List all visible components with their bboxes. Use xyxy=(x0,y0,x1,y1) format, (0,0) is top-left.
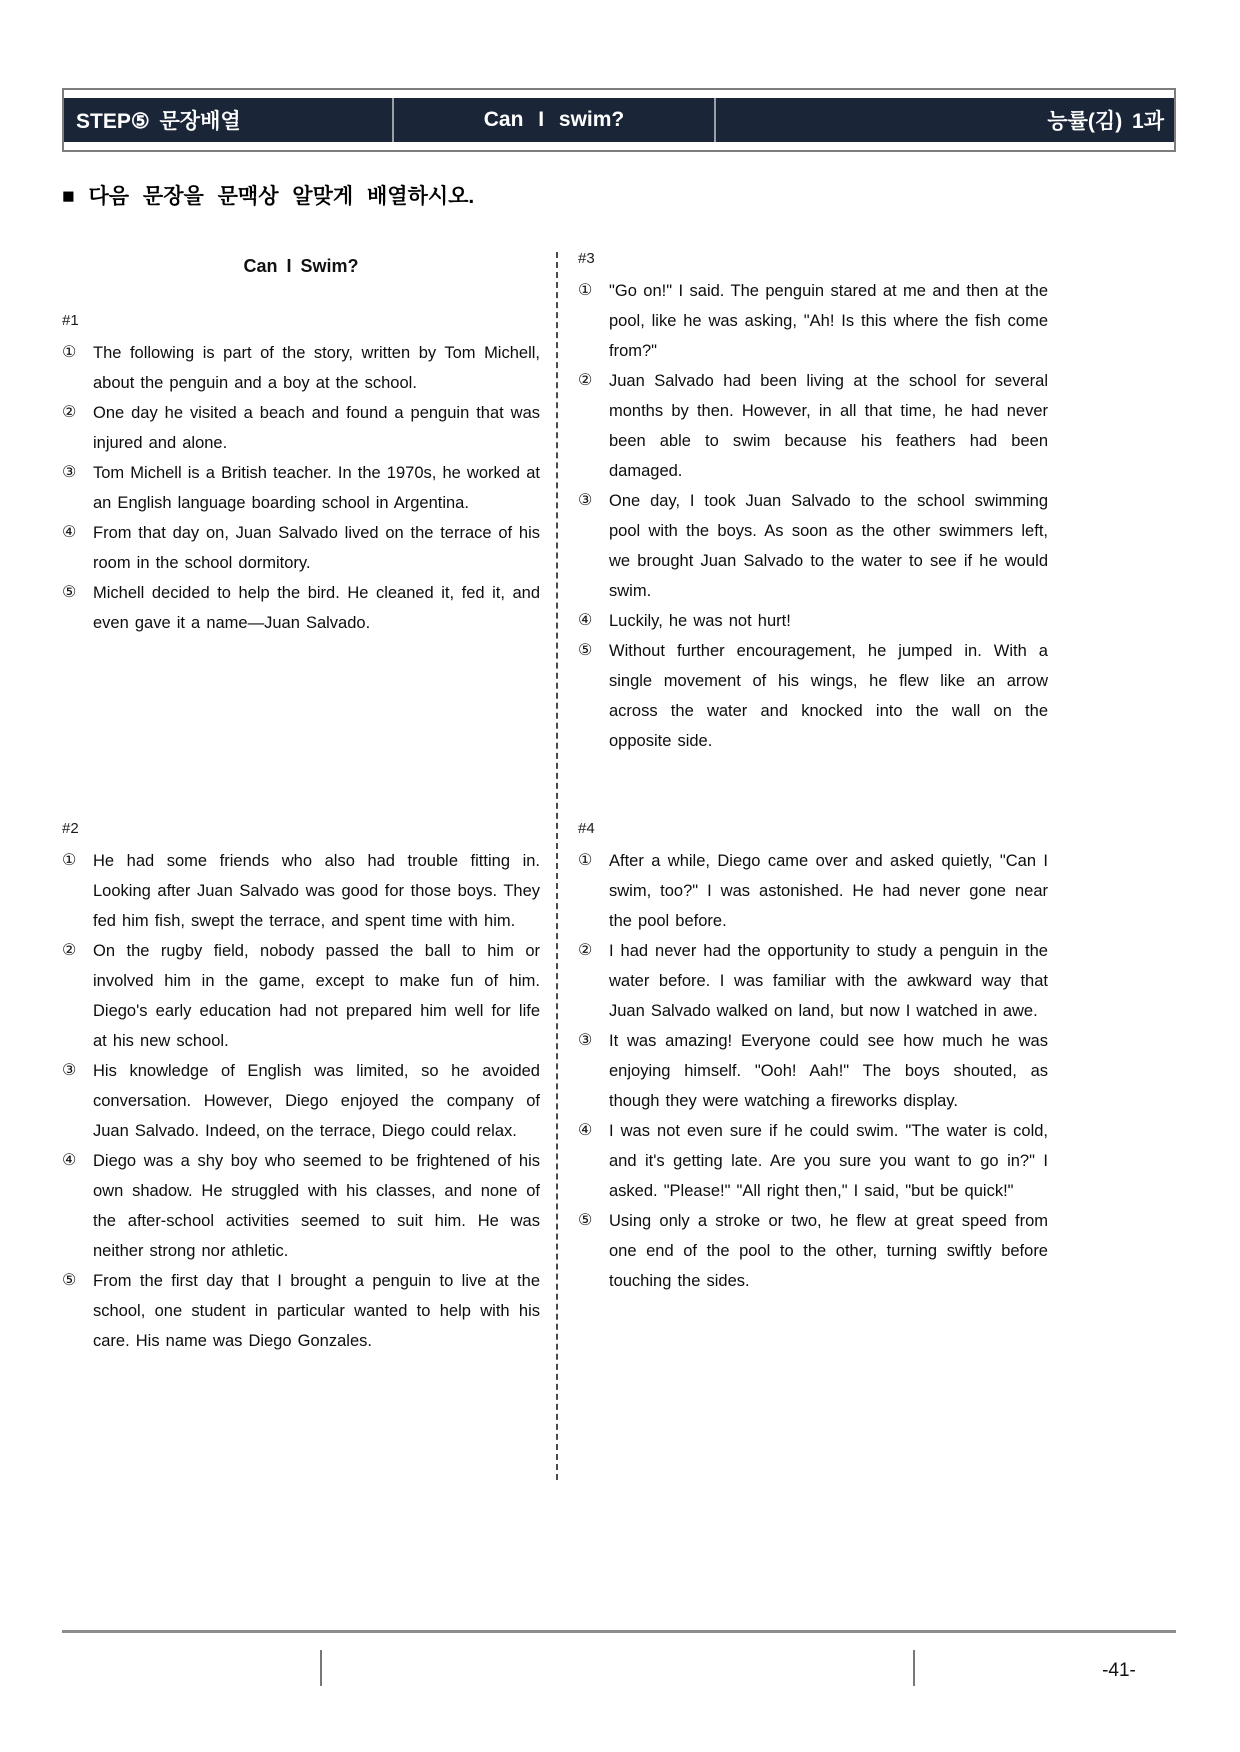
item-marker: ② xyxy=(578,372,593,389)
item-text: One day, I took Juan Salvado to the school swimming pool with the boys. As soon as the other swimmers left, we brought Juan Salvado to the water to see if he would swim. xyxy=(609,492,1048,600)
item-marker: ① xyxy=(578,282,593,299)
item-text: I had never had the opportunity to study a penguin in the water before. I was familiar with the awkward way that Juan Salvado walked on land, but now I watched in awe. xyxy=(609,942,1048,1020)
item-marker: ① xyxy=(62,344,77,361)
item-marker: ⑤ xyxy=(62,584,77,601)
list-item xyxy=(578,276,1048,366)
item-marker: ① xyxy=(62,852,77,869)
item-marker: ② xyxy=(62,404,77,421)
item-text: One day he visited a beach and found a penguin that was injured and alone. xyxy=(93,404,540,452)
item-text: Juan Salvado had been living at the school for several months by then. However, in all that time, he had never been able to swim because his feathers had been damaged. xyxy=(609,372,1048,480)
item-text: Diego was a shy boy who seemed to be frightened of his own shadow. He struggled with his classes, and none of the after-school activities seemed to suit him. He was neither strong nor athletic. xyxy=(93,1152,540,1260)
item-text: I was not even sure if he could swim. "The water is cold, and it's getting late. Are you sure you want to go in?" I asked. "Please!" "All right then," I said, "but be quick!" xyxy=(609,1122,1048,1200)
item-text: From the first day that I brought a penguin to live at the school, one student in particular wanted to help with his care. His name was Diego Gonzales. xyxy=(93,1272,540,1350)
item-text: After a while, Diego came over and asked quietly, "Can I swim, too?" I was astonished. He had never gone near the pool before. xyxy=(609,852,1048,930)
list-item xyxy=(578,1206,1048,1296)
list-item xyxy=(62,846,540,936)
section-label: #2 xyxy=(62,820,79,837)
list-item xyxy=(578,606,1048,636)
item-marker: ② xyxy=(62,942,77,959)
item-text: He had some friends who also had trouble fitting in. Looking after Juan Salvado was good for those boys. They fed him fish, swept the terrace, and spent time with him. xyxy=(93,852,540,930)
item-marker: ③ xyxy=(62,1062,77,1079)
list-item xyxy=(62,1056,540,1146)
header-lesson-title: Can I swim? xyxy=(483,108,625,131)
list-item xyxy=(578,1026,1048,1116)
item-text: His knowledge of English was limited, so he avoided conversation. However, Diego enjoyed the company of Juan Salvado. Indeed, on the terrace, Diego could relax. xyxy=(93,1062,540,1140)
item-text: Without further encouragement, he jumped in. With a single movement of his wings, he flew like an arrow across the water and knocked into the wall on the opposite side. xyxy=(609,642,1048,750)
list-item xyxy=(62,398,540,458)
list-item xyxy=(578,936,1048,1026)
footer-tick xyxy=(320,1650,322,1686)
item-text: Michell decided to help the bird. He cleaned it, fed it, and even gave it a name—Juan Salvado. xyxy=(93,584,540,632)
item-text: The following is part of the story, written by Tom Michell, about the penguin and a boy at the school. xyxy=(93,344,540,392)
item-marker: ⑤ xyxy=(62,1272,77,1289)
item-text: On the rugby field, nobody passed the ball to him or involved him in the game, except to make fun of him. Diego's early education had not prepared him well for life at his new school. xyxy=(93,942,540,1050)
header-source-label: 능률(김) 1과 xyxy=(1047,110,1164,133)
header-bar xyxy=(64,98,1174,142)
item-text: From that day on, Juan Salvado lived on the terrace of his room in the school dormitory. xyxy=(93,524,540,572)
list-item xyxy=(578,486,1048,606)
section-2 xyxy=(62,820,540,1356)
footer-rule xyxy=(62,1630,1176,1633)
header-table xyxy=(62,88,1176,152)
list-item xyxy=(578,846,1048,936)
list-item xyxy=(62,458,540,518)
item-marker: ④ xyxy=(578,612,593,629)
page-number: -41- xyxy=(1102,1660,1136,1681)
list-item xyxy=(62,518,540,578)
footer-tick xyxy=(913,1650,915,1686)
section-1 xyxy=(62,312,540,638)
item-marker: ② xyxy=(578,942,593,959)
item-marker: ④ xyxy=(578,1122,593,1139)
list-item xyxy=(62,338,540,398)
item-marker: ③ xyxy=(62,464,77,481)
list-item xyxy=(62,578,540,638)
list-item xyxy=(62,1146,540,1266)
item-marker: ③ xyxy=(578,1032,593,1049)
item-text: "Go on!" I said. The penguin stared at me and then at the pool, like he was asking, "Ah! Is this where the fish come from?" xyxy=(609,282,1048,360)
item-text: Luckily, he was not hurt! xyxy=(609,612,791,630)
passage-title: Can I Swim? xyxy=(243,256,359,276)
header-step-label: STEP⑤ 문장배열 xyxy=(76,110,241,133)
item-marker: ④ xyxy=(62,524,77,541)
list-item xyxy=(62,1266,540,1356)
list-item xyxy=(578,366,1048,486)
instruction-text: ■ 다음 문장을 문맥상 알맞게 배열하시오. xyxy=(62,185,475,208)
section-3 xyxy=(578,250,1048,756)
item-marker: ⑤ xyxy=(578,642,593,659)
item-text: It was amazing! Everyone could see how much he was enjoying himself. "Ooh! Aah!" The boys shouted, as though they were watching a fireworks display. xyxy=(609,1032,1048,1110)
section-4 xyxy=(578,820,1048,1296)
item-marker: ④ xyxy=(62,1152,77,1169)
item-marker: ① xyxy=(578,852,593,869)
section-label: #3 xyxy=(578,250,595,267)
list-item xyxy=(578,636,1048,756)
section-label: #4 xyxy=(578,820,595,837)
section-label: #1 xyxy=(62,312,79,329)
column-divider xyxy=(556,252,558,1480)
item-text: Using only a stroke or two, he flew at great speed from one end of the pool to the other, turning swiftly before touching the sides. xyxy=(609,1212,1048,1290)
list-item xyxy=(578,1116,1048,1206)
list-item xyxy=(62,936,540,1056)
item-marker: ③ xyxy=(578,492,593,509)
item-marker: ⑤ xyxy=(578,1212,593,1229)
item-text: Tom Michell is a British teacher. In the 1970s, he worked at an English language boarding school in Argentina. xyxy=(93,464,540,512)
